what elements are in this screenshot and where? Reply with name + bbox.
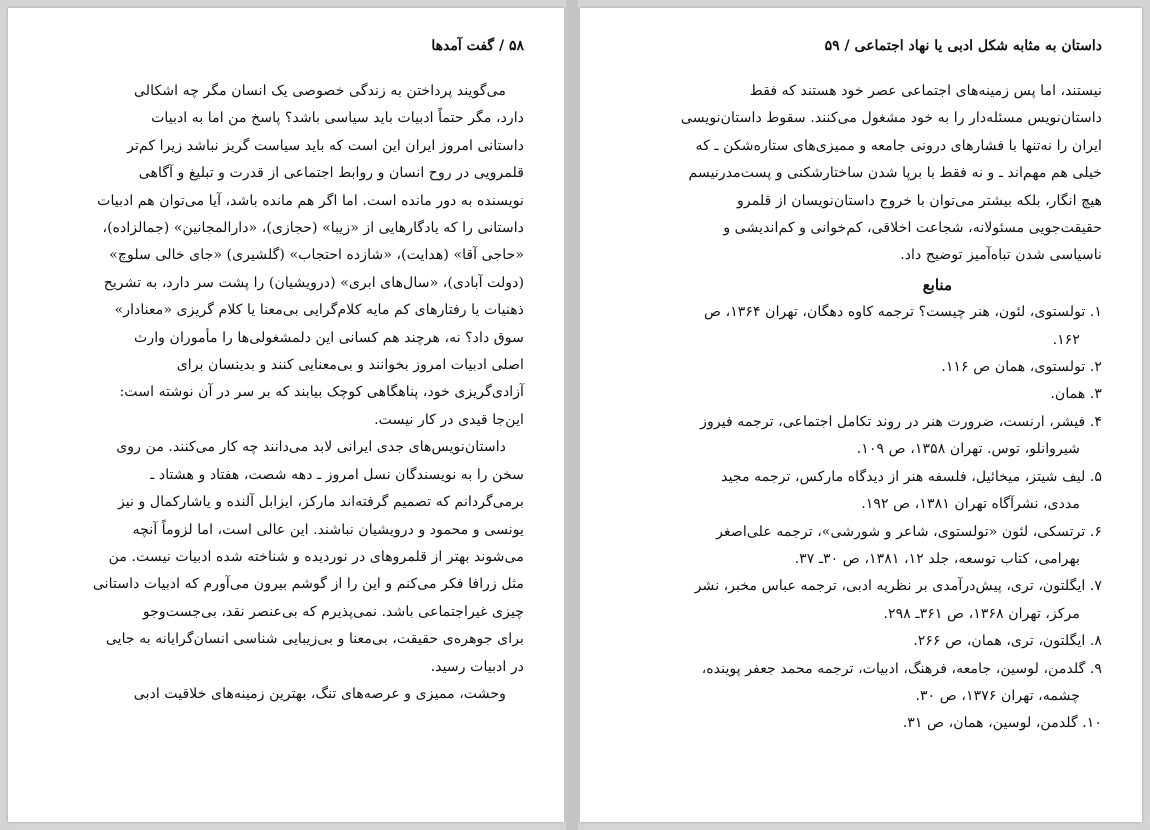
text-line: «حاجی آقا» (هدایت)، «شازده احتجاب» (گلشیری) «جای خالی سلوچ» — [109, 247, 524, 264]
text-line: داستان‌نویس مسئله‌دار را به خود مشغول می‌کنند. سقوط داستان‌نویسی — [680, 110, 1102, 127]
reference-line: ۱. تولستوی، لئون، هنر چیست؟ ترجمه کاوه دهگان، تهران ۱۳۶۴، ص — [703, 304, 1102, 321]
reference-line: ۸. ایگلتون، تری، همان، ص ۲۶۶. — [913, 633, 1102, 650]
text-line: در ادبیات رسید. — [430, 658, 524, 675]
reference-item — [620, 299, 1102, 354]
sources-heading: منابع — [922, 275, 952, 294]
reference-item — [620, 710, 1102, 737]
reference-item — [620, 656, 1102, 711]
text-line: هیچ انگار، بلکه بیشتر می‌توان با خروج داستان‌نویسان از قلمرو — [737, 192, 1102, 209]
text-line: این‌جا قیدی در کار نیست. — [374, 411, 524, 428]
text-line: داستان‌نویس‌های جدی ایرانی لابد می‌دانند چه کار می‌کنند. من روی — [116, 439, 506, 456]
text-line: برای جوهره‌ی حقیقت، بی‌معنا و بی‌زیبایی شناسی انسان‌گرایانه به جایی — [105, 631, 524, 648]
text-line: مثل زرافا فکر می‌کنم و این را از گوشم بیرون می‌آورم که ادبیات داستانی — [92, 576, 524, 593]
reference-line: ۴. فیشر، ارنست، ضرورت هنر در روند تکامل اجتماعی، ترجمه فیروز — [700, 413, 1102, 430]
reference-continuation: بهرامی، کتاب توسعه، جلد ۱۲، ۱۳۸۱، ص ۳۰ـ ۳۷. — [794, 550, 1080, 567]
text-line: می‌شوند بهتر از قلمروهای در نوردیده و شناخته شده ادبیات نیست. من — [108, 548, 524, 565]
reference-item — [620, 381, 1102, 408]
text-line: ایران را نه‌تنها با فشارهای درونی جامعه و ممیزی‌های ستاره‌شکن ـ که — [695, 137, 1102, 154]
reference-line: ۲. تولستوی، همان ص ۱۱۶. — [941, 359, 1102, 376]
left-page — [8, 8, 564, 822]
reference-continuation: مرکز، تهران ۱۳۶۸، ص ۳۶۱ـ ۲۹۸. — [883, 605, 1080, 622]
text-line: اصلی ادبیات امروز بخوانند و بی‌معنایی کنند و بدینسان برای — [176, 357, 524, 374]
text-line: حقیقت‌جویی مسئولانه، شجاعت اخلاقی، کم‌خوانی و کم‌اندیشی و — [723, 220, 1102, 237]
reference-item — [620, 409, 1102, 464]
reference-line: ۵. لیف شیتز، میخائیل، فلسفه هنر از دیدگاه مارکس، ترجمه مجید — [721, 468, 1102, 485]
text-line: نیستند، اما پس زمینه‌های اجتماعی عصر خود هستند که فقط — [749, 83, 1102, 99]
reference-line: ۹. گلدمن، لوسین، جامعه، فرهنگ، ادبیات، ترجمه محمد جعفر پوینده، — [701, 660, 1102, 677]
reference-item — [620, 354, 1102, 381]
text-line: برمی‌گردانم که تصمیم گرفته‌اند مارکز، ایزابل آلنده و یاشارکمال و نیز — [117, 494, 524, 511]
left-body-text — [48, 78, 524, 708]
reference-line: ۳. همان. — [1050, 386, 1102, 403]
reference-continuation: چشمه، تهران ۱۳۷۶، ص ۳۰. — [915, 687, 1080, 704]
reference-line: ۷. ایگلتون، تری، پیش‌درآمدی بر نظریه ادبی، ترجمه عباس مخبر، نشر — [694, 578, 1102, 595]
book-gutter — [566, 0, 578, 830]
page-header-right: داستان به مثابه شکل ادبی یا نهاد اجتماعی / ۵۹ — [824, 38, 1102, 54]
reference-continuation: شیروانلو، توس. تهران ۱۳۵۸، ص ۱۰۹. — [856, 441, 1080, 458]
references-list — [620, 299, 1102, 738]
reference-item — [620, 464, 1102, 519]
page-header-left: ۵۸ / گفت آمدها — [431, 38, 524, 54]
text-line: وحشت، ممیزی و عرصه‌های تنگ، بهترین زمینه‌های خلاقیت ادبی — [133, 685, 506, 702]
text-line: داستانی امروز ایران این است که باید سیاست گریز نباشد زیرا کم‌تر — [127, 137, 524, 154]
text-line: سوق داد؟ نه، هرچند هم کسانی این دلمشغولی‌ها را مأموران وارث — [134, 329, 524, 346]
reference-line: ۶. ترتسکی، لئون «تولستوی، شاعر و شورشی»، ترجمه علی‌اصغر — [716, 523, 1102, 540]
reference-continuation: مددی، نشرآگاه تهران ۱۳۸۱، ص ۱۹۲. — [861, 496, 1080, 513]
right-page — [580, 8, 1142, 822]
reference-item — [620, 573, 1102, 628]
text-line: سخن را به نویسندگان نسل امروز ـ دهه شصت، هفتاد و هشتاد ـ — [150, 466, 524, 483]
text-line: ذهنیات یا رفتارهای کم مایه کلام‌گرایی بی‌معنا یا کلام گریزی «معنادار» — [114, 302, 524, 319]
text-line: چیزی غیراجتماعی باشد. نمی‌پذیرم که بی‌عنصر نقد، بی‌جست‌وجو — [142, 603, 524, 620]
reference-item — [620, 628, 1102, 655]
text-line: ناسیاسی شدن تباه‌آمیز توضیح داد. — [900, 247, 1102, 264]
text-line: داستانی را که یادگارهایی از «زیبا» (حجازی)، «دارالمجانین» (جمالزاده)، — [102, 220, 524, 237]
text-line: نویسنده به دور مانده است. اما اگر هم مانده باشد، آیا می‌توان هم ادبیات — [97, 192, 524, 209]
text-line: خیلی هم مهم‌اند ـ و نه فقط با برپا شدن ساختارشکنی و پست‌مدرنیسم — [688, 165, 1102, 182]
reference-item — [620, 519, 1102, 574]
text-line: (دولت آبادی)، «سال‌های ابری» (درویشیان) را پشت سر دارد، به تشریح — [103, 274, 524, 291]
reference-continuation: ۱۶۲. — [1052, 331, 1080, 348]
text-line: آزادی‌گریزی خود، پناهگاهی کوچک بیابند که بر سر در آن نوشته است: — [119, 384, 524, 401]
text-line: دارد، مگر حتماً ادبیات باید سیاسی باشد؟ پاسخ من اما به ادبیات — [151, 110, 524, 127]
text-line: یونسی و محمود و درویشیان نباشند. این عالی است، اما لزوماً آنچه — [132, 521, 524, 538]
reference-line: ۱۰. گلدمن، لوسین، همان، ص ۳۱. — [902, 715, 1102, 732]
text-line: قلمرویی در روح انسان و روابط اجتماعی از قدرت و تبلیغ و آگاهی — [138, 165, 524, 182]
right-body-text — [620, 78, 1102, 738]
text-line: می‌گویند پرداختن به زندگی خصوصی یک انسان مگر چه اشکالی — [133, 83, 506, 99]
